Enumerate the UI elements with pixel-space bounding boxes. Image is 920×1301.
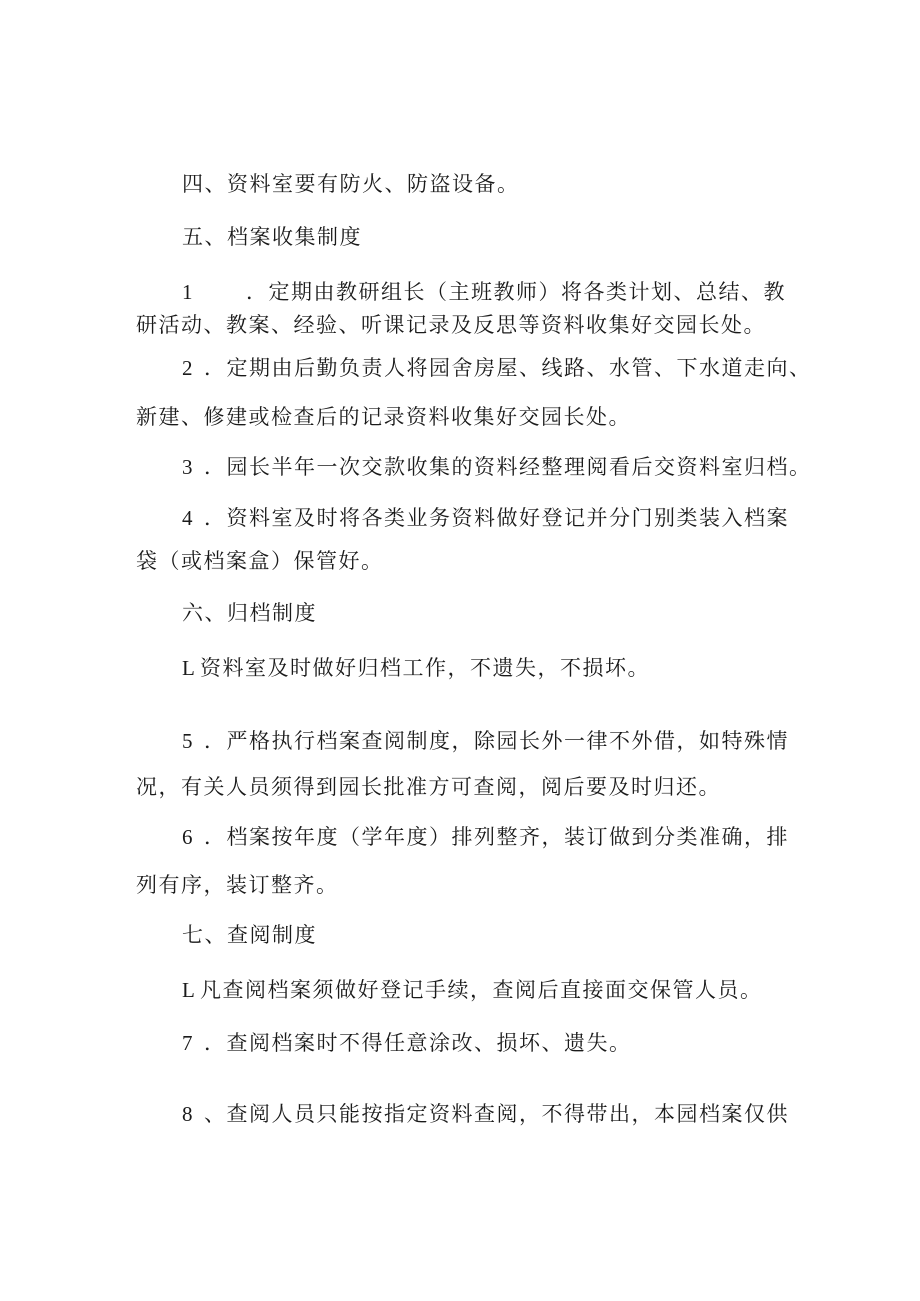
item-text: ．严格执行档案查阅制度，除园长外一律不外借，如特殊情 xyxy=(204,729,789,753)
item-5-2-line-1 xyxy=(182,355,812,381)
item-text: ．定期由教研组长（主班教师）将各类计划、总结、教 xyxy=(246,280,786,304)
item-6-6-line-1 xyxy=(182,824,789,850)
item-text: ．资料室及时将各类业务资料做好登记并分门别类装入档案 xyxy=(204,506,789,530)
item-6-5-line-1 xyxy=(182,728,789,754)
item-number: 4 xyxy=(182,506,193,530)
section-6-heading: 六、归档制度 xyxy=(182,601,317,625)
item-7-8-line-1 xyxy=(182,1101,789,1127)
item-7-7-line-1 xyxy=(182,1030,632,1056)
item-6-5-line-2: 况，有关人员须得到园长批准方可查阅，阅后要及时归还。 xyxy=(136,775,721,799)
item-number: 5 xyxy=(182,729,193,753)
section-7-heading: 七、查阅制度 xyxy=(182,923,317,947)
section-5-heading: 五、档案收集制度 xyxy=(182,225,362,249)
item-text: ．查阅档案时不得任意涂改、损坏、遗失。 xyxy=(204,1031,632,1055)
item-5-1-line-1 xyxy=(182,279,786,305)
item-number: 6 xyxy=(182,825,193,849)
item-7-1-line-1 xyxy=(182,977,763,1003)
item-number: L xyxy=(182,656,195,680)
item-number: 1 xyxy=(182,280,193,304)
item-5-4-line-2: 袋（或档案盒）保管好。 xyxy=(136,549,384,573)
item-text: ．定期由后勤负责人将园舍房屋、线路、水管、下水道走向、 xyxy=(204,356,812,380)
item-5-1-line-2: 研活动、教案、经验、听课记录及反思等资料收集好交园长处。 xyxy=(136,313,766,337)
item-number: 8 xyxy=(182,1102,193,1126)
section-4-text: 四、资料室要有防火、防盗设备。 xyxy=(182,172,520,196)
item-5-4-line-1 xyxy=(182,505,789,531)
item-6-6-line-2: 列有序，装订整齐。 xyxy=(136,873,339,897)
item-5-3-line-1 xyxy=(182,454,812,480)
item-6-1-line-1 xyxy=(182,655,650,681)
item-text: ．档案按年度（学年度）排列整齐，装订做到分类准确，排 xyxy=(204,825,789,849)
item-number: 3 xyxy=(182,455,193,479)
item-text: ．园长半年一次交款收集的资料经整理阅看后交资料室归档。 xyxy=(204,455,812,479)
item-number: 2 xyxy=(182,356,193,380)
item-5-2-line-2: 新建、修建或检查后的记录资料收集好交园长处。 xyxy=(136,405,631,429)
item-text: 资料室及时做好归档工作，不遗失，不损坏。 xyxy=(200,656,650,680)
item-number: L xyxy=(182,978,195,1002)
item-text: 凡查阅档案须做好登记手续，查阅后直接面交保管人员。 xyxy=(200,978,763,1002)
item-number: 7 xyxy=(182,1031,193,1055)
item-text: 、查阅人员只能按指定资料查阅，不得带出，本园档案仅供 xyxy=(204,1102,789,1126)
